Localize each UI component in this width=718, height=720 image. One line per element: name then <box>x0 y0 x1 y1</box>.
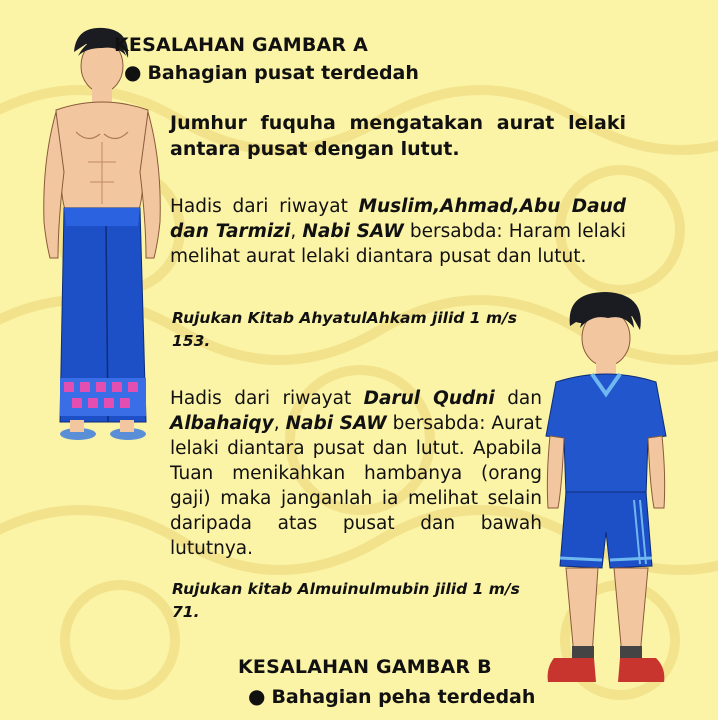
hadith-1-prefix: Hadis dari riwayat <box>170 196 359 217</box>
hadith-2-sep: , <box>273 413 286 434</box>
hadith-2-reference: Rujukan kitab Almuinulmubin jilid 1 m/s 71. <box>172 580 520 621</box>
hadith-2 <box>170 386 542 561</box>
bullet-section-a <box>124 60 419 84</box>
bullet-section-a-text: Bahagian pusat terdedah <box>147 62 419 84</box>
hadith-1-narrators: Muslim,Ahmad,Abu Daud dan Tarmizi <box>170 196 626 242</box>
bullet-section-b <box>248 684 535 708</box>
heading-section-b: KESALAHAN GAMBAR B <box>238 656 492 678</box>
hadith-2-and: dan <box>494 388 542 409</box>
hadith-2-narrator-1: Darul Qudni <box>363 388 495 409</box>
hadith-1-text: bersabda: Haram lelaki melihat aurat lelaki diantara pusat dan lutut. <box>170 221 627 267</box>
heading-section-a: KESALAHAN GAMBAR A <box>114 34 368 56</box>
bullet-dot-icon: ● <box>248 684 266 708</box>
bullet-dot-icon: ● <box>124 60 142 84</box>
hadith-2-narrator-2: Albahaiqy <box>170 413 274 434</box>
hadith-2-prefix: Hadis dari riwayat <box>170 388 364 409</box>
hadith-1 <box>170 194 626 269</box>
hadith-1-prophet: Nabi SAW <box>302 221 404 242</box>
figure-man-shorts <box>536 286 676 706</box>
figure-man-sarong <box>26 22 176 452</box>
intro-text: Jumhur fuquha mengatakan aurat lelaki antara pusat dengan lutut. <box>170 112 626 160</box>
hadith-1-sep: , <box>290 221 303 242</box>
hadith-2-prophet: Nabi SAW <box>285 413 387 434</box>
bullet-section-b-text: Bahagian peha terdedah <box>271 686 536 708</box>
hadith-1-reference: Rujukan Kitab AhyatulAhkam jilid 1 m/s 153. <box>172 309 518 350</box>
hadith-2-text: bersabda: Aurat lelaki diantara pusat dan lutut. Apabila Tuan menikahkan hambanya (orang gaji) maka janganlah ia melihat selain daripada atas pusat dan bawah lututnya. <box>170 413 543 559</box>
